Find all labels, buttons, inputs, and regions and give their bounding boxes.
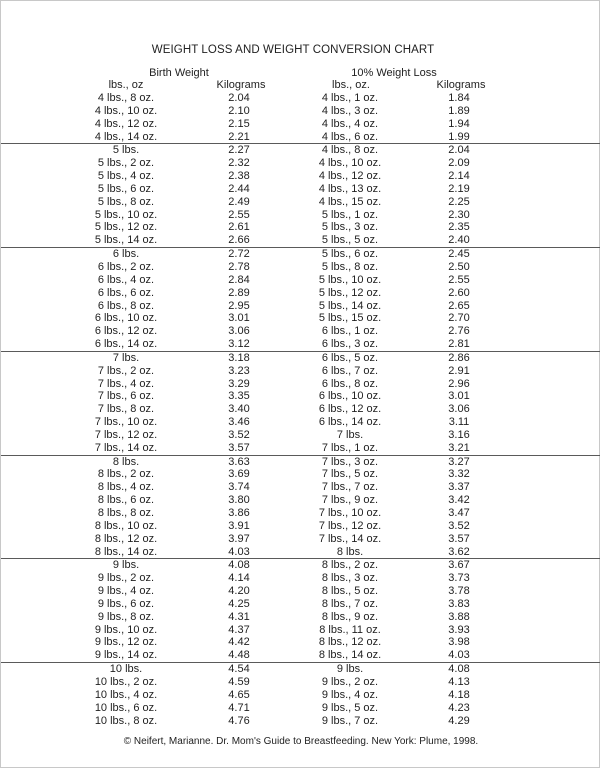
birth-weight-kg: 4.76 — [228, 714, 250, 727]
loss-weight-kg: 2.60 — [448, 286, 470, 299]
loss-weight-kg: 2.14 — [448, 170, 470, 183]
birth-weight-kg: 3.18 — [228, 351, 250, 364]
loss-weight-kg: 2.76 — [448, 325, 470, 338]
loss-weight-lbs-oz: 5 lbs., 15 oz. — [318, 312, 382, 325]
birth-weight-lbs-oz: 5 lbs., 4 oz. — [97, 170, 155, 183]
loss-weight-kg: 3.06 — [448, 403, 470, 416]
table-row — [1, 520, 600, 533]
birth-weight-kg: 3.29 — [228, 377, 250, 390]
header-weight-loss: 10% Weight Loss — [351, 67, 437, 79]
table-row — [1, 143, 600, 157]
birth-weight-lbs-oz: 10 lbs., 2 oz. — [94, 675, 158, 688]
loss-weight-lbs-oz: 7 lbs., 12 oz. — [318, 519, 382, 532]
table-row — [1, 507, 600, 520]
birth-weight-lbs-oz: 8 lbs., 4 oz. — [97, 481, 155, 494]
loss-weight-kg: 2.19 — [448, 182, 470, 195]
table-row — [1, 715, 600, 728]
table-row — [1, 365, 600, 378]
birth-weight-lbs-oz: 8 lbs., 8 oz. — [97, 507, 155, 519]
birth-weight-lbs-oz: 10 lbs. — [109, 663, 143, 676]
birth-weight-lbs-oz: 7 lbs. — [112, 351, 140, 364]
birth-weight-kg: 4.48 — [228, 649, 250, 662]
loss-weight-kg: 2.35 — [448, 221, 470, 234]
loss-weight-kg: 4.03 — [448, 649, 470, 662]
birth-weight-lbs-oz: 9 lbs., 14 oz. — [94, 649, 158, 662]
birth-weight-lbs-oz: 8 lbs., 10 oz. — [94, 519, 158, 532]
birth-weight-kg: 2.95 — [228, 299, 250, 312]
table-row — [1, 287, 600, 300]
table-row — [1, 378, 600, 391]
loss-weight-lbs-oz: 7 lbs. — [336, 428, 364, 441]
table-row — [1, 676, 600, 689]
loss-weight-kg: 2.25 — [448, 195, 470, 208]
loss-weight-lbs-oz: 5 lbs., 10 oz. — [318, 273, 382, 286]
birth-weight-kg: 2.49 — [228, 195, 250, 208]
birth-weight-kg: 3.35 — [228, 390, 250, 403]
birth-weight-lbs-oz: 4 lbs., 8 oz. — [97, 92, 155, 104]
table-row — [1, 300, 600, 313]
birth-weight-lbs-oz: 6 lbs., 4 oz. — [97, 273, 155, 286]
table-row — [1, 702, 600, 715]
loss-weight-kg: 3.88 — [448, 610, 470, 623]
loss-weight-lbs-oz: 7 lbs., 7 oz. — [321, 481, 379, 494]
loss-weight-lbs-oz: 9 lbs., 2 oz. — [321, 675, 379, 688]
birth-weight-kg: 2.10 — [228, 104, 250, 117]
birth-weight-lbs-oz: 5 lbs., 8 oz. — [97, 195, 155, 208]
loss-weight-kg: 3.57 — [448, 532, 470, 545]
loss-weight-lbs-oz: 9 lbs. — [336, 663, 364, 676]
loss-weight-lbs-oz: 7 lbs., 10 oz. — [318, 507, 382, 519]
birth-weight-lbs-oz: 6 lbs., 12 oz. — [94, 325, 158, 338]
loss-weight-kg: 3.37 — [448, 481, 470, 494]
birth-weight-lbs-oz: 7 lbs., 12 oz. — [94, 428, 158, 441]
birth-weight-kg: 2.61 — [228, 221, 250, 234]
loss-weight-lbs-oz: 7 lbs., 3 oz. — [321, 455, 379, 468]
table-row — [1, 624, 600, 637]
table-row — [1, 546, 600, 559]
table-row — [1, 105, 600, 118]
loss-weight-lbs-oz: 8 lbs., 14 oz. — [318, 649, 382, 662]
birth-weight-lbs-oz: 5 lbs., 12 oz. — [94, 221, 158, 234]
birth-weight-lbs-oz: 4 lbs., 14 oz. — [94, 130, 158, 143]
table-row — [1, 689, 600, 702]
loss-weight-lbs-oz: 4 lbs., 12 oz. — [318, 170, 382, 183]
birth-weight-lbs-oz: 5 lbs., 6 oz. — [97, 182, 155, 195]
loss-weight-lbs-oz: 6 lbs., 7 oz. — [321, 364, 379, 377]
loss-weight-lbs-oz: 5 lbs., 5 oz. — [321, 234, 379, 247]
header-birth-weight: Birth Weight — [149, 67, 209, 79]
table-row — [1, 611, 600, 624]
birth-weight-kg: 2.44 — [228, 182, 250, 195]
birth-weight-lbs-oz: 5 lbs., 2 oz. — [97, 157, 155, 170]
birth-weight-kg: 4.14 — [228, 572, 250, 585]
birth-weight-lbs-oz: 8 lbs., 14 oz. — [94, 545, 158, 558]
birth-weight-kg: 3.63 — [228, 455, 250, 468]
birth-weight-kg: 2.55 — [228, 208, 250, 221]
loss-weight-lbs-oz: 5 lbs., 1 oz. — [321, 208, 379, 221]
loss-weight-lbs-oz: 5 lbs., 14 oz. — [318, 299, 382, 312]
birth-weight-kg: 4.37 — [228, 623, 250, 636]
loss-weight-kg: 2.45 — [448, 248, 470, 261]
birth-weight-lbs-oz: 8 lbs., 12 oz. — [94, 532, 158, 545]
birth-weight-kg: 2.72 — [228, 248, 250, 261]
table-row — [1, 351, 600, 365]
loss-weight-kg: 3.78 — [448, 585, 470, 598]
loss-weight-kg: 2.91 — [448, 364, 470, 377]
birth-weight-lbs-oz: 7 lbs., 4 oz. — [97, 377, 155, 390]
birth-weight-kg: 3.01 — [228, 312, 250, 325]
loss-weight-kg: 3.62 — [448, 545, 470, 558]
citation-footer: © Neifert, Marianne. Dr. Mom's Guide to Breastfeeding. New York: Plume, 1998. — [123, 736, 479, 747]
loss-weight-kg: 3.16 — [448, 428, 470, 441]
table-row — [1, 585, 600, 598]
birth-weight-lbs-oz: 4 lbs., 10 oz. — [94, 104, 158, 117]
loss-weight-lbs-oz: 5 lbs., 8 oz. — [321, 260, 379, 273]
birth-weight-kg: 4.65 — [228, 688, 250, 701]
birth-weight-kg: 4.20 — [228, 585, 250, 598]
birth-weight-kg: 3.52 — [228, 428, 250, 441]
loss-weight-kg: 2.55 — [448, 273, 470, 286]
table-row — [1, 157, 600, 170]
loss-weight-kg: 2.04 — [448, 144, 470, 157]
birth-weight-lbs-oz: 7 lbs., 6 oz. — [97, 390, 155, 403]
birth-weight-lbs-oz: 9 lbs., 8 oz. — [97, 610, 155, 623]
loss-weight-kg: 3.83 — [448, 597, 470, 610]
birth-weight-kg: 3.40 — [228, 403, 250, 416]
loss-weight-kg: 3.21 — [448, 441, 470, 454]
loss-weight-kg: 3.67 — [448, 559, 470, 572]
birth-weight-kg: 2.38 — [228, 170, 250, 183]
birth-weight-lbs-oz: 10 lbs., 4 oz. — [94, 688, 158, 701]
table-row — [1, 468, 600, 481]
table-row — [1, 118, 600, 131]
table-row — [1, 183, 600, 196]
loss-weight-lbs-oz: 8 lbs., 12 oz. — [318, 636, 382, 649]
birth-weight-lbs-oz: 6 lbs., 10 oz. — [94, 312, 158, 325]
table-row — [1, 481, 600, 494]
birth-weight-lbs-oz: 8 lbs. — [112, 455, 140, 468]
table-row — [1, 442, 600, 455]
loss-weight-kg: 2.40 — [448, 234, 470, 247]
birth-weight-lbs-oz: 10 lbs., 6 oz. — [94, 701, 158, 714]
loss-weight-lbs-oz: 7 lbs., 9 oz. — [321, 494, 379, 507]
loss-weight-lbs-oz: 6 lbs., 12 oz. — [318, 403, 382, 416]
header-kilograms-left: Kilograms — [216, 79, 266, 91]
table-row — [1, 636, 600, 649]
loss-weight-kg: 4.18 — [448, 688, 470, 701]
loss-weight-kg: 3.01 — [448, 390, 470, 403]
table-row — [1, 274, 600, 287]
header-lbs-oz-right: lbs., oz. — [332, 79, 370, 91]
birth-weight-lbs-oz: 6 lbs. — [112, 248, 140, 261]
loss-weight-kg: 4.08 — [448, 663, 470, 676]
loss-weight-lbs-oz: 7 lbs., 5 oz. — [321, 468, 379, 481]
birth-weight-kg: 4.25 — [228, 597, 250, 610]
birth-weight-kg: 4.03 — [228, 545, 250, 558]
loss-weight-lbs-oz: 7 lbs., 1 oz. — [321, 441, 379, 454]
birth-weight-kg: 4.08 — [228, 559, 250, 572]
birth-weight-lbs-oz: 9 lbs., 2 oz. — [97, 572, 155, 585]
birth-weight-lbs-oz: 5 lbs., 10 oz. — [94, 208, 158, 221]
loss-weight-kg: 1.84 — [448, 92, 470, 104]
birth-weight-kg: 2.89 — [228, 286, 250, 299]
table-row — [1, 572, 600, 585]
birth-weight-lbs-oz: 7 lbs., 10 oz. — [94, 416, 158, 429]
birth-weight-lbs-oz: 9 lbs., 6 oz. — [97, 597, 155, 610]
table-row — [1, 558, 600, 572]
birth-weight-lbs-oz: 7 lbs., 2 oz. — [97, 364, 155, 377]
loss-weight-kg: 2.09 — [448, 157, 470, 170]
loss-weight-lbs-oz: 8 lbs., 9 oz. — [321, 610, 379, 623]
loss-weight-lbs-oz: 5 lbs., 6 oz. — [321, 248, 379, 261]
table-row — [1, 403, 600, 416]
birth-weight-kg: 3.91 — [228, 519, 250, 532]
conversion-table — [1, 92, 600, 727]
loss-weight-lbs-oz: 4 lbs., 3 oz. — [321, 104, 379, 117]
loss-weight-lbs-oz: 6 lbs., 14 oz. — [318, 416, 382, 429]
loss-weight-kg: 4.23 — [448, 701, 470, 714]
birth-weight-kg: 3.57 — [228, 441, 250, 454]
loss-weight-lbs-oz: 5 lbs., 3 oz. — [321, 221, 379, 234]
loss-weight-lbs-oz: 5 lbs., 12 oz. — [318, 286, 382, 299]
loss-weight-lbs-oz: 8 lbs., 3 oz. — [321, 572, 379, 585]
header-kilograms-right: Kilograms — [436, 79, 486, 91]
loss-weight-kg: 3.27 — [448, 455, 470, 468]
loss-weight-lbs-oz: 6 lbs., 1 oz. — [321, 325, 379, 338]
table-row — [1, 662, 600, 676]
birth-weight-kg: 3.06 — [228, 325, 250, 338]
loss-weight-lbs-oz: 8 lbs., 7 oz. — [321, 597, 379, 610]
birth-weight-lbs-oz: 6 lbs., 14 oz. — [94, 338, 158, 351]
loss-weight-lbs-oz: 6 lbs., 8 oz. — [321, 377, 379, 390]
table-row — [1, 170, 600, 183]
birth-weight-lbs-oz: 6 lbs., 8 oz. — [97, 299, 155, 312]
table-row — [1, 494, 600, 507]
loss-weight-lbs-oz: 9 lbs., 7 oz. — [321, 714, 379, 727]
table-row — [1, 209, 600, 222]
loss-weight-kg: 3.93 — [448, 623, 470, 636]
loss-weight-lbs-oz: 4 lbs., 8 oz. — [321, 144, 379, 157]
loss-weight-lbs-oz: 6 lbs., 3 oz. — [321, 338, 379, 351]
table-row — [1, 247, 600, 261]
birth-weight-kg: 2.15 — [228, 117, 250, 130]
loss-weight-kg: 3.47 — [448, 507, 470, 519]
loss-weight-kg: 2.50 — [448, 260, 470, 273]
loss-weight-kg: 1.99 — [448, 130, 470, 143]
table-row — [1, 261, 600, 274]
loss-weight-lbs-oz: 9 lbs., 4 oz. — [321, 688, 379, 701]
birth-weight-kg: 4.54 — [228, 663, 250, 676]
loss-weight-kg: 2.65 — [448, 299, 470, 312]
loss-weight-kg: 4.29 — [448, 714, 470, 727]
birth-weight-lbs-oz: 9 lbs., 12 oz. — [94, 636, 158, 649]
table-row — [1, 312, 600, 325]
birth-weight-kg: 4.42 — [228, 636, 250, 649]
birth-weight-kg: 2.27 — [228, 144, 250, 157]
table-row — [1, 429, 600, 442]
table-row — [1, 338, 600, 351]
loss-weight-kg: 3.73 — [448, 572, 470, 585]
loss-weight-kg: 2.70 — [448, 312, 470, 325]
birth-weight-lbs-oz: 5 lbs., 14 oz. — [94, 234, 158, 247]
loss-weight-lbs-oz: 8 lbs., 5 oz. — [321, 585, 379, 598]
birth-weight-kg: 4.71 — [228, 701, 250, 714]
table-row — [1, 325, 600, 338]
birth-weight-lbs-oz: 8 lbs., 6 oz. — [97, 494, 155, 507]
loss-weight-lbs-oz: 8 lbs., 2 oz. — [321, 559, 379, 572]
birth-weight-kg: 2.66 — [228, 234, 250, 247]
birth-weight-kg: 2.84 — [228, 273, 250, 286]
birth-weight-lbs-oz: 8 lbs., 2 oz. — [97, 468, 155, 481]
birth-weight-lbs-oz: 10 lbs., 8 oz. — [94, 714, 158, 727]
loss-weight-kg: 2.86 — [448, 351, 470, 364]
birth-weight-lbs-oz: 9 lbs. — [112, 559, 140, 572]
loss-weight-lbs-oz: 4 lbs., 10 oz. — [318, 157, 382, 170]
birth-weight-kg: 3.12 — [228, 338, 250, 351]
birth-weight-kg: 3.23 — [228, 364, 250, 377]
table-row — [1, 92, 600, 105]
birth-weight-lbs-oz: 4 lbs., 12 oz. — [94, 117, 158, 130]
birth-weight-lbs-oz: 6 lbs., 6 oz. — [97, 286, 155, 299]
loss-weight-kg: 3.11 — [448, 416, 470, 429]
loss-weight-kg: 1.94 — [448, 117, 470, 130]
loss-weight-lbs-oz: 4 lbs., 4 oz. — [321, 117, 379, 130]
table-row — [1, 416, 600, 429]
birth-weight-kg: 3.74 — [228, 481, 250, 494]
table-row — [1, 131, 600, 144]
table-row — [1, 533, 600, 546]
loss-weight-kg: 2.30 — [448, 208, 470, 221]
birth-weight-kg: 3.46 — [228, 416, 250, 429]
loss-weight-lbs-oz: 6 lbs., 10 oz. — [318, 390, 382, 403]
birth-weight-kg: 2.04 — [228, 92, 250, 104]
loss-weight-lbs-oz: 8 lbs., 11 oz. — [319, 623, 381, 636]
loss-weight-kg: 1.89 — [448, 104, 470, 117]
birth-weight-kg: 3.69 — [228, 468, 250, 481]
loss-weight-lbs-oz: 4 lbs., 15 oz. — [318, 195, 382, 208]
table-row — [1, 221, 600, 234]
header-lbs-oz-left: lbs., oz — [108, 79, 144, 91]
loss-weight-kg: 2.96 — [448, 377, 470, 390]
birth-weight-lbs-oz: 6 lbs., 2 oz. — [97, 260, 155, 273]
birth-weight-kg: 3.80 — [228, 494, 250, 507]
loss-weight-kg: 4.13 — [448, 675, 470, 688]
birth-weight-kg: 2.32 — [228, 157, 250, 170]
table-row — [1, 598, 600, 611]
loss-weight-lbs-oz: 8 lbs. — [336, 545, 364, 558]
birth-weight-lbs-oz: 5 lbs. — [112, 144, 140, 157]
table-row — [1, 649, 600, 662]
loss-weight-lbs-oz: 4 lbs., 1 oz. — [321, 92, 379, 104]
loss-weight-kg: 3.52 — [448, 519, 470, 532]
birth-weight-lbs-oz: 7 lbs., 8 oz. — [97, 403, 155, 416]
loss-weight-lbs-oz: 7 lbs., 14 oz. — [318, 532, 382, 545]
loss-weight-lbs-oz: 6 lbs., 5 oz. — [321, 351, 379, 364]
loss-weight-kg: 3.98 — [448, 636, 470, 649]
loss-weight-kg: 2.81 — [448, 338, 470, 351]
birth-weight-kg: 2.21 — [228, 130, 250, 143]
birth-weight-lbs-oz: 9 lbs., 4 oz. — [97, 585, 155, 598]
chart-title: WEIGHT LOSS AND WEIGHT CONVERSION CHART — [151, 44, 435, 56]
table-row — [1, 234, 600, 247]
birth-weight-lbs-oz: 9 lbs., 10 oz. — [94, 623, 158, 636]
loss-weight-lbs-oz: 4 lbs., 13 oz. — [318, 182, 382, 195]
loss-weight-kg: 3.42 — [448, 494, 470, 507]
birth-weight-kg: 4.59 — [228, 675, 250, 688]
table-row — [1, 455, 600, 469]
loss-weight-lbs-oz: 9 lbs., 5 oz. — [321, 701, 379, 714]
loss-weight-lbs-oz: 4 lbs., 6 oz. — [321, 130, 379, 143]
birth-weight-lbs-oz: 7 lbs., 14 oz. — [94, 441, 158, 454]
table-row — [1, 196, 600, 209]
birth-weight-kg: 2.78 — [228, 260, 250, 273]
loss-weight-kg: 3.32 — [448, 468, 470, 481]
birth-weight-kg: 3.97 — [228, 532, 250, 545]
table-row — [1, 390, 600, 403]
birth-weight-kg: 3.86 — [228, 507, 250, 519]
birth-weight-kg: 4.31 — [228, 610, 250, 623]
